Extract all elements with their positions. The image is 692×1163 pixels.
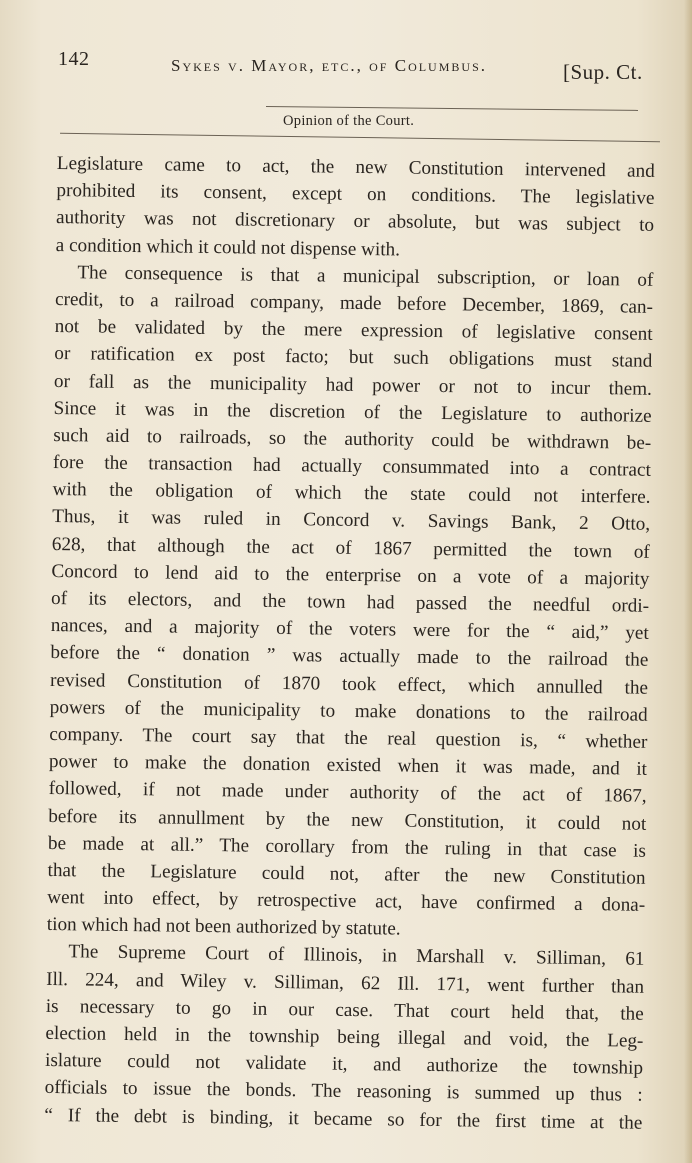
page-header	[58, 48, 668, 88]
text-line: credit, to a railroad company, made before December, 1869, can-	[54, 288, 654, 318]
text-line: election held in the township being illegal and void, the Leg-	[45, 1022, 644, 1052]
text-line: a condition which it could not dispense with.	[55, 234, 401, 261]
heading-rule-bottom	[60, 133, 660, 142]
text-line: not be validated by the mere expression of legislative consent	[54, 316, 653, 345]
page-number: 142	[58, 48, 90, 70]
text-line: The Supreme Court of Illinois, in Marshall v. Silliman, 61	[68, 941, 645, 971]
opinion-text	[44, 150, 655, 1136]
page-edge-shadow	[684, 0, 692, 1163]
text-line: revised Constitution of 1870 took effect, which annulled the	[49, 669, 649, 699]
heading-rule-top	[266, 106, 638, 111]
text-line: “ If the debt is binding, it became so for the first time at the	[44, 1104, 643, 1134]
text-line: officials to issue the bonds. The reasoning is summed up thus :	[44, 1077, 643, 1107]
text-line: with the obligation of which the state could not interfere.	[52, 479, 651, 509]
text-line: tion which had not been authorized by statute.	[46, 914, 401, 940]
text-line: Concord to lend aid to the enterprise on a vote of a majority	[51, 560, 650, 590]
text-line: 628, that although the act of 1867 permitted the town of	[51, 533, 650, 563]
text-line: The consequence is that a municipal subscription, or loan of	[77, 262, 654, 291]
text-line: is necessary to go in our case. That court held that, the	[45, 995, 644, 1025]
text-line: Thus, it was ruled in Concord v. Savings Bank, 2 Otto,	[52, 506, 651, 536]
text-line: that the Legislature could not, after the new Constitution	[47, 859, 646, 889]
text-line: or fall as the municipality had power or not to incur them.	[53, 370, 653, 400]
text-line: went into effect, by retrospective act, have confirmed a dona-	[47, 886, 646, 916]
running-title: Sykes v. Mayor, etc., of Columbus.	[171, 56, 487, 75]
text-line: Since it was in the discretion of the Legislature to authorize	[53, 397, 652, 427]
text-line: followed, if not made under authority of the act of 1867,	[48, 778, 647, 808]
text-line: powers of the municipality to make donations to the railroad	[49, 696, 648, 726]
text-line: be made at all.” The corollary from the ruling in that case is	[47, 832, 647, 862]
text-line: fore the transaction had actually consummated into a contract	[52, 452, 651, 481]
text-line: Legislature came to act, the new Constitution intervened and	[56, 152, 655, 182]
text-line: before its annullment by the new Constitution, it could not	[48, 805, 647, 835]
text-line: islature could not validate it, and authorize the township	[44, 1050, 644, 1079]
text-line: nances, and a majority of the voters were for the “ aid,” yet	[50, 615, 649, 644]
text-line: power to make the donation existed when it was made, and it	[48, 751, 648, 780]
text-line: prohibited its consent, except on conditions. The legislative	[56, 180, 655, 210]
text-line: of its electors, and the town had passed the needful ordi-	[50, 587, 650, 617]
text-line: such aid to railroads, so the authority could be withdrawn be-	[53, 424, 652, 454]
text-line: authority was not discretionary or absolute, but was subject to	[55, 207, 655, 237]
text-line: company. The court say that the real question is, “ whether	[49, 723, 648, 753]
court-label: [Sup. Ct.	[563, 60, 643, 84]
section-heading: Opinion of the Court.	[283, 113, 415, 129]
text-line: or ratification ex post facto; but such obligations must stand	[54, 343, 653, 373]
text-line: Ill. 224, and Wiley v. Silliman, 62 Ill. 171, went further than	[46, 968, 645, 998]
text-line: before the “ donation ” was actually made to the railroad the	[50, 642, 649, 672]
